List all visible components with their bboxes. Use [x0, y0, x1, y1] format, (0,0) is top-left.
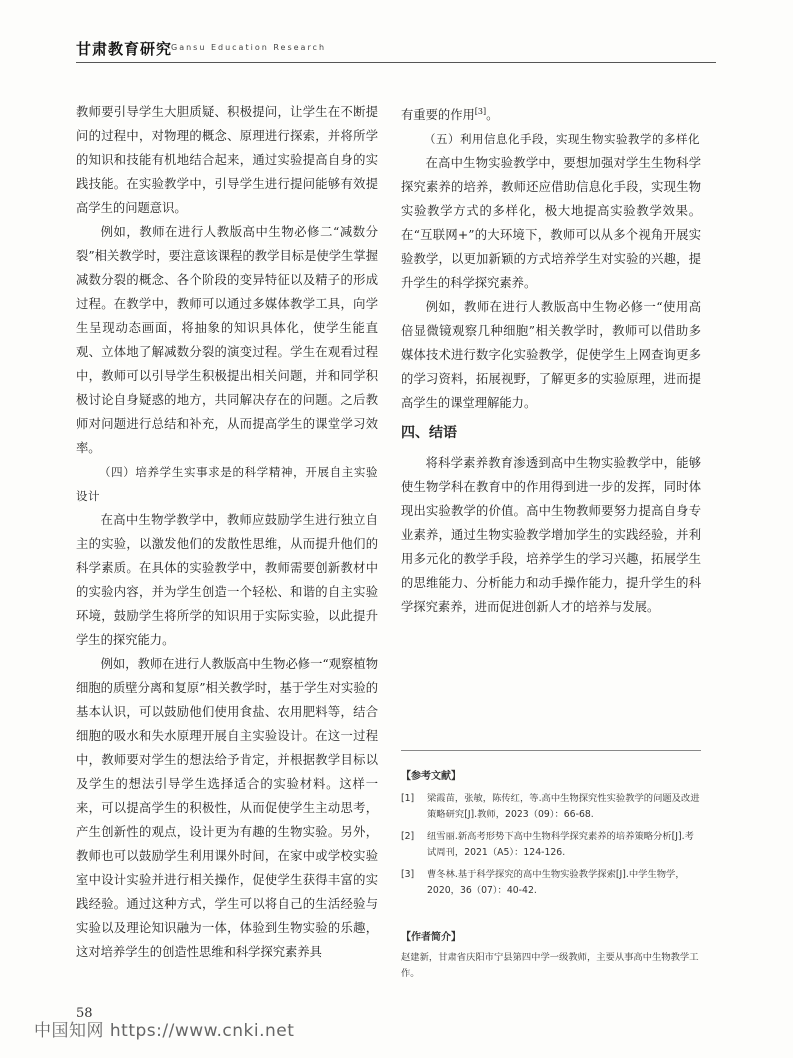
paragraph: 将科学素养教育渗透到高中生物实验教学中，能够使生物学科在教育中的作用得到进一步的发挥，同时体现出实验教学的价值。高中生物教师要努力提高自身专业素养，通过生物实验教学增加学生的实践经验，并利用多元化的教学手段，培养学生的学习兴趣，拓展学生的思维能力、分析能力和动手操作能力，提升学生的科学探究素养，进而促进创新人才的培养与发展。 — [401, 456, 701, 615]
paragraph-text: 有重要的作用 — [401, 108, 475, 123]
paragraph: 例如，教师在进行人教版高中生物必修一“使用高倍显微镜观察几种细胞”相关教学时，教师可以借助多媒体技术进行数字化实验教学，促使学生上网查询更多的学习资料，拓展视野，了解更多的实验原理，进而提高学生的课堂理解能力。 — [401, 300, 701, 411]
author-text: 赵建新，甘肃省庆阳市宁县第四中学一级教师，主要从事高中生物教学工作。 — [401, 952, 699, 979]
author-title: 【作者简介】 — [401, 932, 461, 943]
reference-text: 曹冬林.基于科学探究的高中生物实验教学探索[J].中学生物学，2020，36（07）：40-42. — [427, 869, 685, 896]
cnki-watermark: 中国知网 https://www.cnki.net — [34, 1021, 295, 1041]
reference-number: [3] — [401, 869, 415, 880]
section-heading: 四、结语 — [401, 425, 457, 442]
journal-title-en: Gansu Education Research — [171, 43, 327, 52]
reference-item — [401, 829, 701, 861]
paragraph: 在高中生物学教学中，教师应鼓励学生进行独立自主的实验，以激发他们的发散性思维，从而提升他们的科学素质。在具体的实验教学中，教师需要创新教材中的实验内容，并为学生创造一个轻松、和谐的自主实验环境，鼓励学生将所学的知识用于实际实验，以此提升学生的探究能力。 — [76, 513, 378, 647]
citation-ref: [3] — [474, 107, 487, 116]
paragraph: 在高中生物实验教学中，要想加强对学生生物科学探究素养的培养，教师还应借助信息化手段，实现生物实验教学方式的多样化，极大地提高实验教学效果。在“互联网+”的大环境下，教师可以从多个视角开展实验教学，以更加新颖的方式培养学生对实验的兴趣，提升学生的科学探究素养。 — [401, 156, 701, 291]
reference-number: [1] — [401, 793, 415, 804]
references-block — [401, 750, 701, 905]
left-column — [76, 100, 378, 964]
header-divider — [76, 62, 716, 63]
reference-text: 梁霞苗，张敏，陈传红，等.高中生物探究性实验教学的问题及改进策略研究[J].教师，2023（09）：66-68. — [427, 793, 700, 820]
reference-item — [401, 791, 701, 823]
subsection-heading: （五）利用信息化手段，实现生物实验教学的多样化 — [424, 132, 700, 147]
paragraph: 例如，教师在进行人教版高中生物必修一“观察植物细胞的质壁分离和复原”相关教学时，基于学生对实验的基本认识，可以鼓励他们使用食盐、农用肥料等，结合细胞的吸水和失水原理开展自主实验设计。在这一过程中，教师要对学生的想法给予肯定，并根据教学目标以及学生的想法引导学生选择适合的实验材料。这样一来，可以提高学生的积极性，从而促使学生主动思考，产生创新性的观点，设计更为有趣的生物实验。另外，教师也可以鼓励学生利用课外时间，在家中或学校实验室中设计实验并进行相关操作，促使学生获得丰富的实践经验。通过这种方式，学生可以将自己的生活经验与实验以及理论知识融为一体，体验到生物实验的乐趣，这对培养学生的创造性思维和科学探究素养具 — [76, 657, 378, 959]
paragraph-end: 。 — [486, 108, 499, 123]
reference-text: 纽雪丽.新高考形势下高中生物科学探究素养的培养策略分析[J].考试周刊，2021（A5）：124-126. — [427, 831, 694, 858]
reference-item — [401, 867, 701, 899]
paragraph: 例如，教师在进行人教版高中生物必修二“减数分裂”相关教学时，要注意该课程的教学目标是使学生掌握减数分裂的概念、各个阶段的变异特征以及精子的形成过程。在教学中，教师可以通过多媒体教学工具，向学生呈现动态画面，将抽象的知识具体化，使学生能直观、立体地了解减数分裂的演变过程。学生在观看过程中，教师可以引导学生积极提出相关问题，并和同学积极讨论自身疑惑的地方，共同解决存在的问题。之后教师对问题进行总结和补充，从而提高学生的课堂学习效率。 — [76, 225, 378, 455]
references-title: 【参考文献】 — [401, 771, 461, 782]
author-block — [401, 930, 701, 982]
page-number: 58 — [76, 1006, 93, 1021]
paragraph: 教师要引导学生大胆质疑、积极提问，让学生在不断提问的过程中，对物理的概念、原理进行探索，并将所学的知识和技能有机地结合起来，通过实验提高自身的实践技能。在实验教学中，引导学生进行提问能够有效提高学生的问题意识。 — [76, 105, 378, 215]
right-column — [401, 100, 701, 619]
subsection-heading: （四）培养学生实事求是的科学精神，开展自主实验设计 — [76, 465, 378, 503]
paragraph — [401, 100, 701, 127]
journal-header — [76, 38, 716, 60]
reference-number: [2] — [401, 831, 415, 842]
journal-title-cn: 甘肃教育研究 — [76, 40, 173, 58]
